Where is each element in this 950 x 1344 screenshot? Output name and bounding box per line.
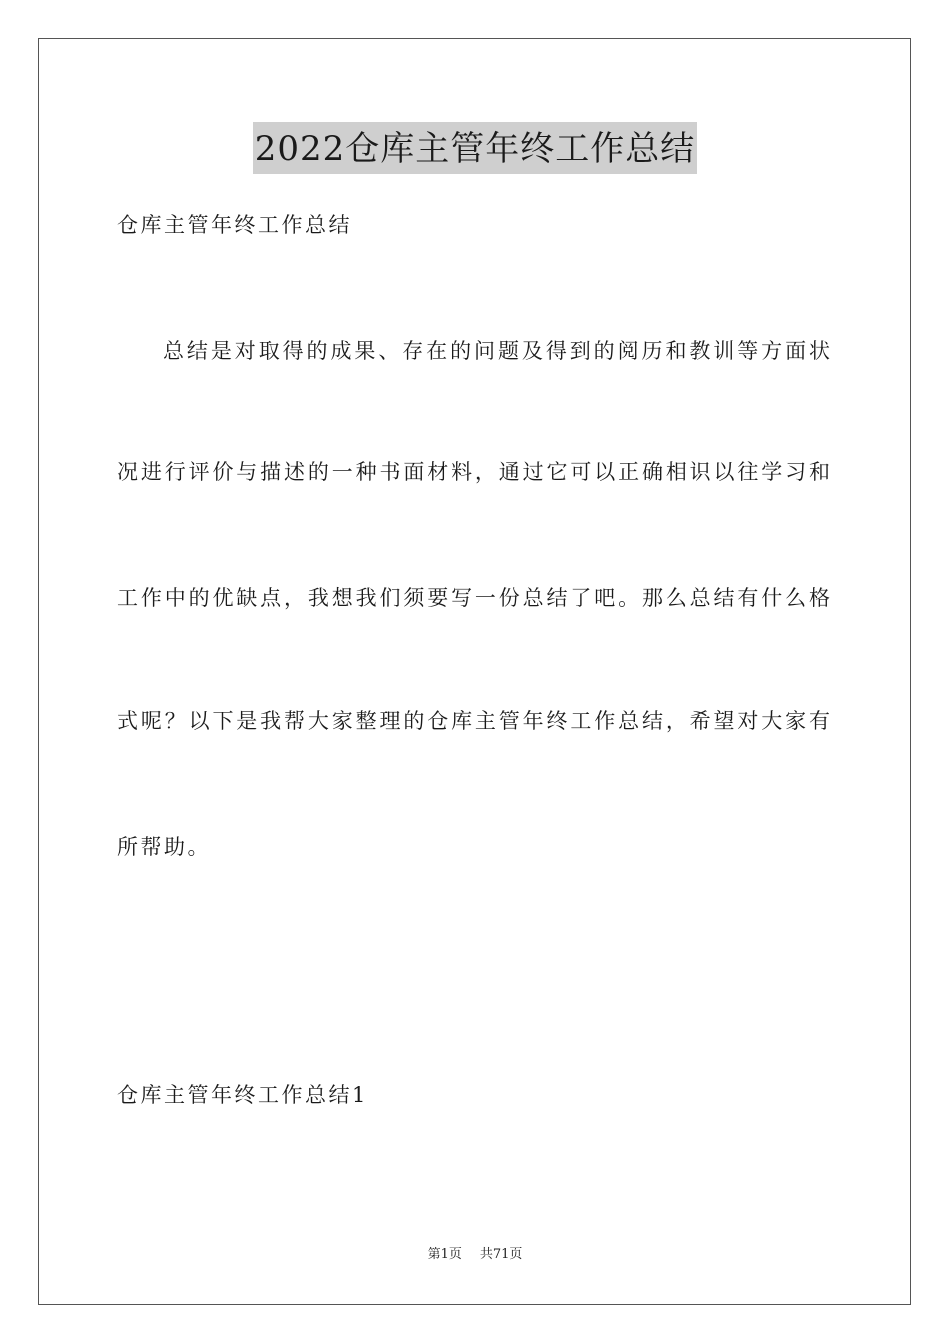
paragraph-line-2: 况进行评价与描述的一种书面材料，通过它可以正确相识以往学习和: [117, 460, 831, 484]
section-heading: 仓库主管年终工作总结1: [117, 1083, 368, 1107]
document-title-text: 2022仓库主管年终工作总结: [253, 122, 698, 174]
paragraph-line-1: 总结是对取得的成果、存在的问题及得到的阅历和教训等方面状: [163, 339, 831, 363]
paragraph-line-3: 工作中的优缺点，我想我们须要写一份总结了吧。那么总结有什么格: [117, 586, 831, 610]
document-title: [0, 122, 950, 176]
paragraph-line-5: 所帮助。: [117, 835, 211, 859]
page-number: 第1页: [427, 1247, 462, 1262]
page-footer: [0, 1245, 950, 1265]
document-subtitle: 仓库主管年终工作总结: [117, 213, 352, 237]
paragraph-line-4: 式呢？以下是我帮大家整理的仓库主管年终工作总结，希望对大家有: [117, 709, 831, 733]
page-total: 共71页: [479, 1247, 523, 1262]
